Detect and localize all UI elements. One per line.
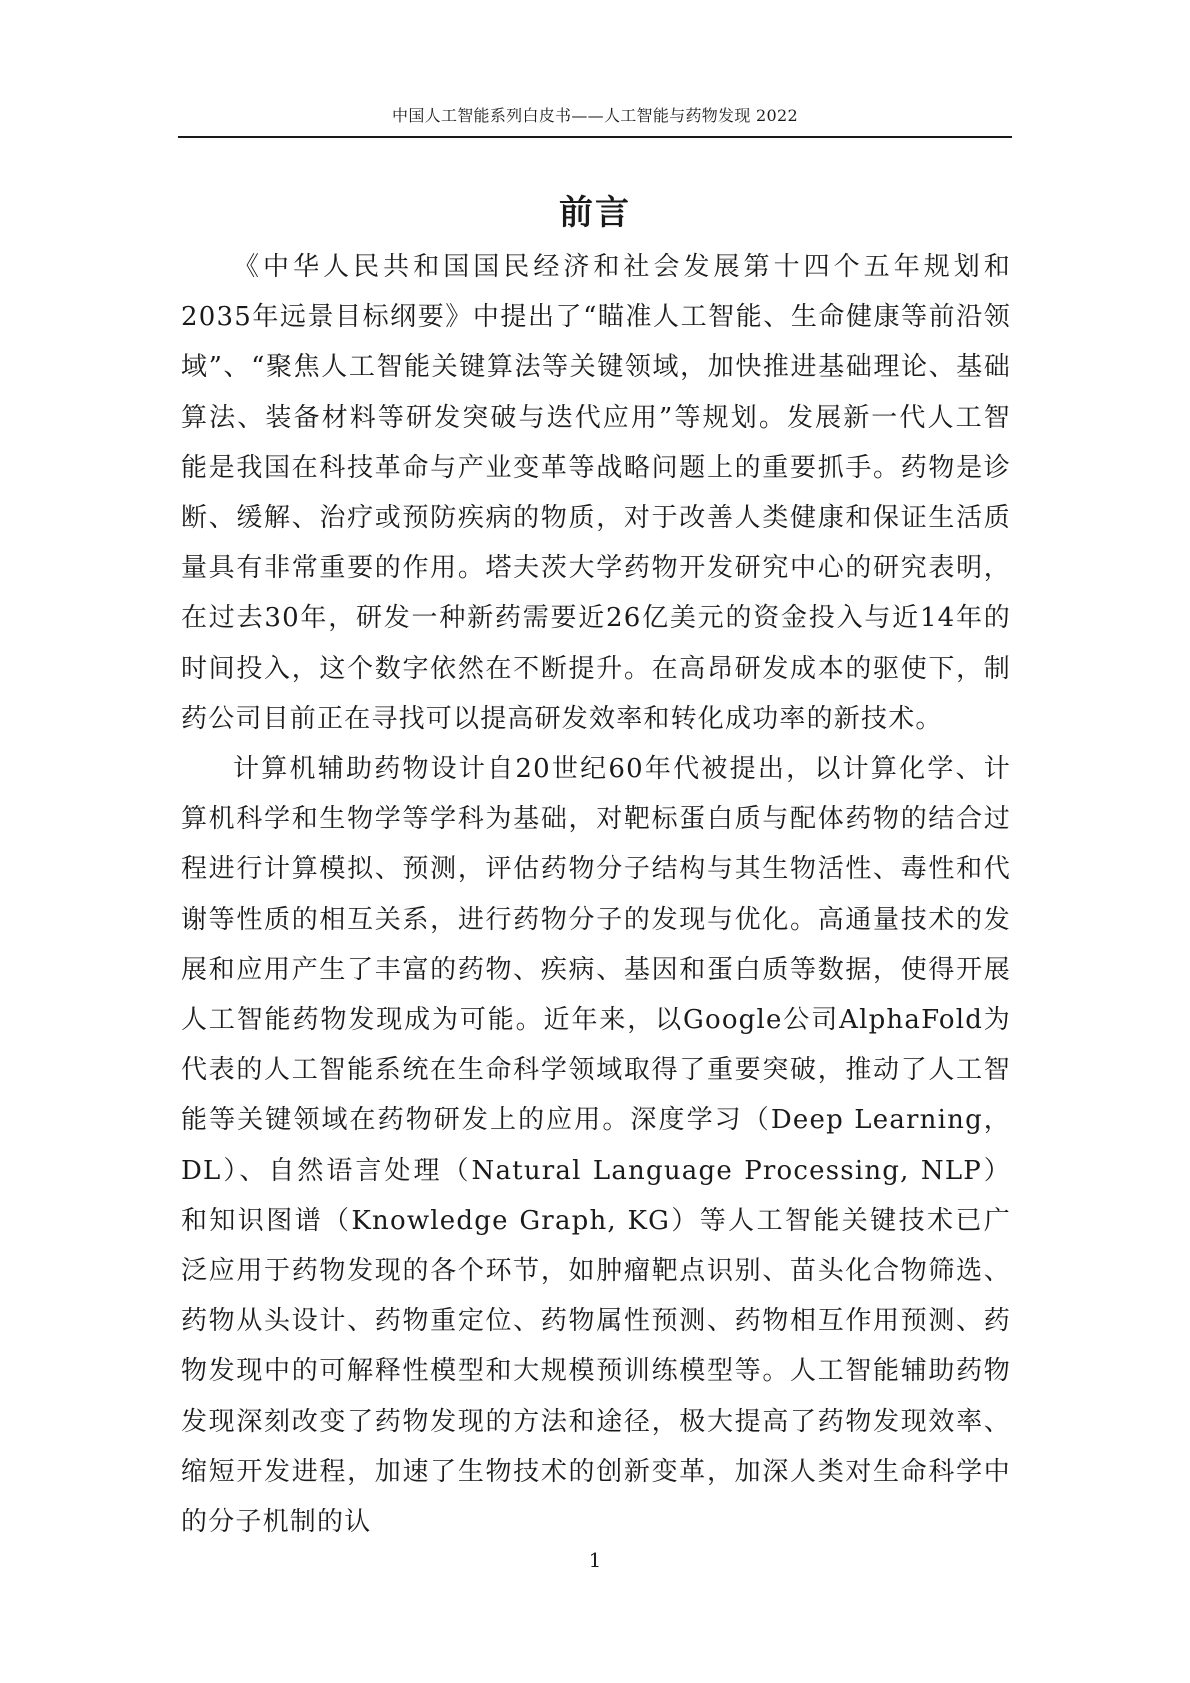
page-title: 前言: [559, 192, 631, 233]
paragraph-1: 《中华人民共和国国民经济和社会发展第十四个五年规划和2035年远景目标纲要》中提出了“瞄准人工智能、生命健康等前沿领域”、“聚焦人工智能关键算法等关键领域，加快推进基础理论、基础算法、装备材料等研发突破与迭代应用”等规划。发展新一代人工智能是我国在科技革命与产业变革等战略问题上的重要抓手。药物是诊断、缓解、治疗或预防疾病的物质，对于改善人类健康和保证生活质量具有非常重要的作用。塔夫茨大学药物开发研究中心的研究表明，在过去30年，研发一种新药需要近26亿美元的资金投入与近14年的时间投入，这个数字依然在不断提升。在高昂研发成本的驱使下，制药公司目前正在寻找可以提高研发效率和转化成功率的新技术。: [181, 252, 1011, 734]
paragraph-2: 计算机辅助药物设计自20世纪60年代被提出，以计算化学、计算机科学和生物学等学科为基础，对靶标蛋白质与配体药物的结合过程进行计算模拟、预测，评估药物分子结构与其生物活性、毒性和代谢等性质的相互关系，进行药物分子的发现与优化。高通量技术的发展和应用产生了丰富的药物、疾病、基因和蛋白质等数据，使得开展人工智能药物发现成为可能。近年来，以Google公司AlphaFold为代表的人工智能系统在生命科学领域取得了重要突破，推动了人工智能等关键领域在药物研发上的应用。深度学习（Deep Learning，DL）、自然语言处理（Natural Language Processing, NLP）和知识图谱（Knowledge Graph, KG）等人工智能关键技术已广泛应用于药物发现的各个环节，如肿瘤靶点识别、苗头化合物筛选、药物从头设计、药物重定位、药物属性预测、药物相互作用预测、药物发现中的可解释性模型和大规模预训练模型等。人工智能辅助药物发现深刻改变了药物发现的方法和途径，极大提高了药物发现效率、缩短开发进程，加速了生物技术的创新变革，加深人类对生命科学中的分子机制的认: [181, 754, 1011, 1538]
page-number: 1: [588, 1548, 602, 1572]
header-divider: [178, 136, 1012, 138]
body-text: [181, 242, 1011, 1547]
running-header: 中国人工智能系列白皮书——人工智能与药物发现 2022: [392, 106, 798, 125]
